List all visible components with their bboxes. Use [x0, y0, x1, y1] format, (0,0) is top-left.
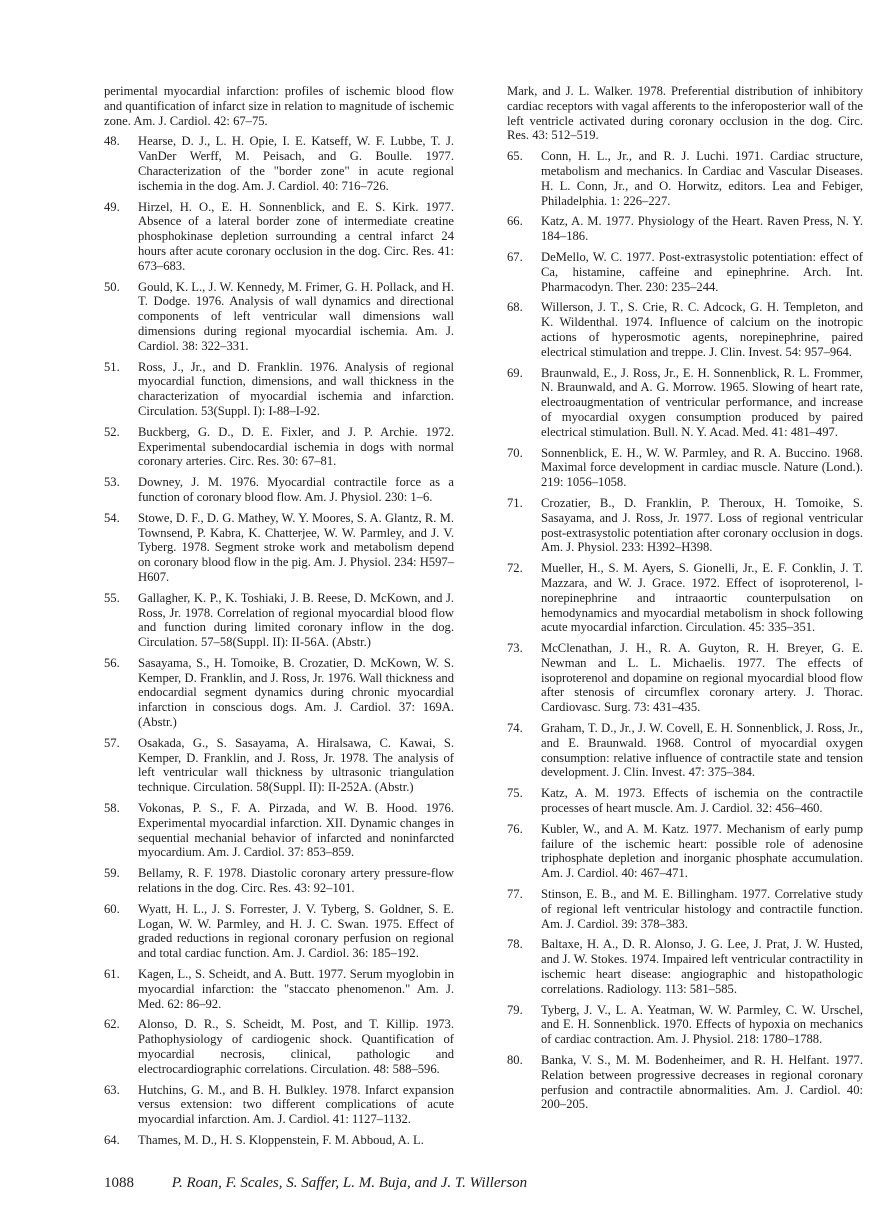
reference-item [104, 656, 454, 730]
reference-text: Buckberg, G. D., D. E. Fixler, and J. P. Archie. 1972. Experimental subendocardial ischemia in dogs with normal coronary arteries. Circ. Res. 30: 67–81. [138, 424, 454, 469]
reference-number: 56. [104, 655, 120, 670]
reference-number: 71. [507, 495, 523, 510]
reference-text: Conn, H. L., Jr., and R. J. Luchi. 1971. Cardiac structure, metabolism and mechanics. In Cardiac and Vascular Diseases. H. L. Conn, Jr., and O. Horwitz, editors. Lea and Febiger, Philadelphia. 1: 226–227. [541, 149, 863, 208]
reference-text: Sasayama, S., H. Tomoike, B. Crozatier, D. McKown, W. S. Kemper, D. Franklin, and J. Ross, Jr. 1976. Wall thickness and endocardial segment dynamics during chronic myocardial infarction in conscious dogs. Am. J. Cardiol. 37: 169A. (Abstr.) [138, 655, 454, 730]
reference-text: perimental myocardial infarction: profiles of ischemic blood flow and quantification of infarct size in relation to magnitude of ischemic zone. Am. J. Cardiol. 42: 67–75. [104, 84, 454, 128]
reference-text: Bellamy, R. F. 1978. Diastolic coronary artery pressure-flow relations in the dog. Circ. Res. 43: 92–101. [138, 866, 454, 896]
reference-number: 80. [507, 1053, 523, 1068]
reference-item [104, 1133, 454, 1148]
reference-number: 74. [507, 721, 523, 736]
reference-number: 63. [104, 1082, 120, 1097]
reference-text: Kagen, L., S. Scheidt, and A. Butt. 1977. Serum myoglobin in myocardial infarction: the "staccato phenomenon." Am. J. Med. 62: 86–92. [138, 967, 454, 1011]
reference-item [507, 366, 863, 440]
reference-item [104, 475, 454, 505]
reference-item [507, 641, 863, 715]
reference-text: Mueller, H., S. M. Ayers, S. Gionelli, Jr., E. F. Conklin, J. T. Mazzara, and W. J. Grace. 1972. Effect of isoproterenol, l-norepinephrine and intraaortic counterpulsation on hemodynamics and myocardial metabolism in shock following acute myocardial infarction. Circulation. 45: 335–351. [541, 561, 863, 635]
reference-text: Hearse, D. J., L. H. Opie, I. E. Katseff, W. F. Lubbe, T. J. VanDer Werff, M. Peisach, and G. Boulle. 1977. Characterization of the "border zone" in acute regional ischemia in the dog. Am. J. Cardiol. 40: 716–726. [138, 134, 454, 193]
reference-text: Osakada, G., S. Sasayama, A. Hiralsawa, C. Kawai, S. Kemper, D. Franklin, and J. Ross, Jr. 1978. The analysis of left ventricular wall thickness by ultrasonic triangulation technique. Circulation. 58(Suppl. II): II-252A. (Abstr.) [138, 735, 454, 795]
reference-item [104, 134, 454, 193]
reference-text: Stowe, D. F., D. G. Mathey, W. Y. Moores, S. A. Glantz, R. M. Townsend, P. Kabra, K. Chatterjee, W. W. Parmley, and J. V. Tyberg. 1978. Segment stroke work and metabolism depend on coronary blood flow in the pig. Am. J. Physiol. 234: H597–H607. [138, 510, 454, 584]
reference-item [507, 937, 863, 996]
reference-text: Stinson, E. B., and M. E. Billingham. 1977. Correlative study of regional left ventricular histology and contractile function. Am. J. Cardiol. 39: 378–383. [541, 887, 863, 931]
reference-text: Sonnenblick, E. H., W. W. Parmley, and R. A. Buccino. 1968. Maximal force development in cardiac muscle. Nature (Lond.). 219: 1056–1058. [541, 445, 863, 490]
reference-text: DeMello, W. C. 1977. Post-extrasystolic potentiation: effect of Ca, histamine, caffeine and epinephrine. Arch. Int. Pharmacodyn. Ther. 230: 235–244. [541, 249, 863, 294]
reference-item [104, 280, 454, 354]
reference-item [507, 496, 863, 555]
reference-number: 52. [104, 424, 120, 439]
reference-number: 70. [507, 445, 523, 460]
reference-number: 57. [104, 735, 120, 750]
reference-number: 72. [507, 561, 523, 576]
reference-text: Gould, K. L., J. W. Kennedy, M. Frimer, G. H. Pollack, and H. T. Dodge. 1976. Analysis of wall dynamics and directional components of left ventricular wall dimensions wall dimensions during regional myocardial ischemia. Am. J. Cardiol. 38: 322–331. [138, 279, 454, 353]
reference-item [104, 801, 454, 860]
reference-item [104, 1017, 454, 1076]
reference-text: Braunwald, E., J. Ross, Jr., E. H. Sonnenblick, R. L. Frommer, N. Braunwald, and A. G. Morrow. 1965. Slowing of heart rate, electroaugmentation of ventricular performance, and increase of myocardial oxygen consumption produced by paired electrical stimulation. Bull. N. Y. Acad. Med. 41: 481–497. [541, 365, 863, 439]
reference-item [507, 149, 863, 208]
page-number: 1088 [104, 1175, 134, 1191]
reference-number: 67. [507, 249, 523, 264]
reference-item [104, 360, 454, 419]
reference-number: 58. [104, 801, 120, 816]
reference-text: Downey, J. M. 1976. Myocardial contractile force as a function of coronary blood flow. Am. J. Physiol. 230: 1–6. [138, 475, 454, 504]
reference-text: Hirzel, H. O., E. H. Sonnenblick, and E. S. Kirk. 1977. Absence of a lateral border zone of intermediate creatine phosphokinase depletion surrounding a central infarct 24 hours after acute coronary occlusion in the dog. Circ. Res. 41: 673–683. [138, 199, 454, 273]
reference-column-right [507, 84, 863, 1118]
reference-item [104, 967, 454, 1011]
reference-item [507, 214, 863, 244]
reference-text: Tyberg, J. V., L. A. Yeatman, W. W. Parmley, C. W. Urschel, and E. H. Sonnenblick. 1970. Effects of hypoxia on mechanics of cardiac contraction. Am. J. Physiol. 218: 1780–1788. [541, 1002, 863, 1047]
reference-number: 49. [104, 199, 120, 214]
reference-number: 65. [507, 149, 523, 164]
reference-item [104, 425, 454, 469]
reference-text: Kubler, W., and A. M. Katz. 1977. Mechanism of early pump failure of the ischemic heart: possible role of adenosine triphosphate depletion and inorganic phosphate accumulation. Am. J. Cardiol. 40: 467–471. [541, 821, 863, 881]
reference-text: Ross, J., Jr., and D. Franklin. 1976. Analysis of regional myocardial function, dimensions, and wall thickness in the characterization of myocardial ischemia and infarction. Circulation. 53(Suppl. I): I-88–I-92. [138, 359, 454, 418]
reference-number: 48. [104, 134, 120, 149]
reference-item [507, 300, 863, 359]
reference-number: 73. [507, 641, 523, 656]
reference-item [104, 200, 454, 274]
reference-number: 79. [507, 1002, 523, 1017]
reference-text: Katz, A. M. 1977. Physiology of the Heart. Raven Press, N. Y. 184–186. [541, 214, 863, 244]
reference-number: 50. [104, 279, 120, 294]
reference-number: 54. [104, 510, 120, 525]
reference-item [507, 446, 863, 490]
reference-column-left [104, 84, 454, 1154]
reference-text: Hutchins, G. M., and B. H. Bulkley. 1978. Infarct expansion versus extension: two different complications of acute myocardial infarction. Am. J. Cardiol. 41: 1127–1132. [138, 1082, 454, 1127]
reference-item [507, 250, 863, 294]
reference-text: Crozatier, B., D. Franklin, P. Theroux, H. Tomoike, S. Sasayama, and J. Ross, Jr. 1977. Loss of regional ventricular post-extrasystolic potentiation after coronary occlusion in dogs. Am. J. Physiol. 233: H392–H398. [541, 495, 863, 555]
reference-number: 69. [507, 365, 523, 380]
reference-number: 77. [507, 887, 523, 902]
reference-item [507, 1053, 863, 1112]
reference-item [507, 721, 863, 780]
reference-text: Gallagher, K. P., K. Toshiaki, J. B. Reese, D. McKown, and J. Ross, Jr. 1978. Correlation of regional myocardial blood flow and function during limited coronary inflow in the dog. Circulation. 57–58(Suppl. II): II-56A. (Abstr.) [138, 590, 454, 650]
reference-item [104, 736, 454, 795]
reference-item [507, 561, 863, 635]
reference-item [507, 1003, 863, 1047]
reference-text: Alonso, D. R., S. Scheidt, M. Post, and T. Killip. 1973. Pathophysiology of cardiogenic shock. Quantification of myocardial necrosis, clinical, pathologic and electrocardiographic correlations. Circulation. 48: 588–596. [138, 1017, 454, 1076]
reference-number: 55. [104, 590, 120, 605]
reference-text: Wyatt, H. L., J. S. Forrester, J. V. Tyberg, S. Goldner, S. E. Logan, W. W. Parmley, and H. J. C. Swan. 1975. Effect of graded reductions in regional coronary perfusion on regional and total cardiac function. Am. J. Cardiol. 36: 185–192. [138, 901, 454, 961]
page-footer [104, 1175, 527, 1192]
reference-number: 59. [104, 866, 120, 881]
reference-continuation [507, 84, 863, 143]
reference-text: Baltaxe, H. A., D. R. Alonso, J. G. Lee, J. Prat, J. W. Husted, and J. W. Stokes. 1974. Impaired left ventricular contractility in ischemic heart disease: angiographic and histopathologic correlations. Radiology. 113: 581–585. [541, 937, 863, 996]
reference-text: Thames, M. D., H. S. Kloppenstein, F. M. Abboud, A. L. [138, 1133, 424, 1147]
reference-item [104, 511, 454, 585]
reference-continuation [104, 84, 454, 128]
reference-number: 68. [507, 300, 523, 315]
reference-number: 78. [507, 937, 523, 952]
reference-number: 53. [104, 475, 120, 490]
reference-item [104, 866, 454, 896]
reference-number: 51. [104, 359, 120, 374]
reference-item [104, 591, 454, 650]
reference-number: 61. [104, 967, 120, 982]
reference-item [507, 786, 863, 816]
reference-text: Vokonas, P. S., F. A. Pirzada, and W. B. Hood. 1976. Experimental myocardial infarction. XII. Dynamic changes in sequential mechanial behavior of infarcted and noninfarcted myocardium. Am. J. Cardiol. 37: 853–859. [138, 801, 454, 860]
reference-item [104, 902, 454, 961]
reference-text: Katz, A. M. 1973. Effects of ischemia on the contractile processes of heart muscle. Am. J. Cardiol. 32: 456–460. [541, 786, 863, 816]
reference-text: McClenathan, J. H., R. A. Guyton, R. H. Breyer, G. E. Newman and L. L. Michaelis. 1977. The effects of isoproterenol and dopamine on regional myocardial blood flow after stenosis of circumflex coronary artery. J. Thorac. Cardiovasc. Surg. 73: 431–435. [541, 641, 863, 715]
reference-item [507, 822, 863, 881]
reference-number: 62. [104, 1017, 120, 1032]
reference-text: Willerson, J. T., S. Crie, R. C. Adcock, G. H. Templeton, and K. Wildenthal. 1974. Influence of calcium on the inotropic actions of hyperosmotic agents, norepinephrine, paired electrical stimulation and treppe. J. Clin. Invest. 54: 957–964. [541, 300, 863, 359]
reference-number: 66. [507, 214, 523, 229]
reference-text: Mark, and J. L. Walker. 1978. Preferential distribution of inhibitory cardiac receptors with vagal afferents to the inferoposterior wall of the left ventricle activated during coronary occlusion in the dog. Circ. Res. 43: 512–519. [507, 84, 863, 143]
reference-item [507, 887, 863, 931]
reference-text: Banka, V. S., M. M. Bodenheimer, and R. H. Helfant. 1977. Relation between progressive decreases in regional coronary perfusion and contractile abnormalities. Am. J. Cardiol. 40: 200–205. [541, 1053, 863, 1112]
reference-item [104, 1083, 454, 1127]
reference-number: 64. [104, 1133, 120, 1147]
reference-number: 75. [507, 786, 523, 801]
running-author-line: P. Roan, F. Scales, S. Saffer, L. M. Buja, and J. T. Willerson [171, 1175, 528, 1191]
reference-number: 60. [104, 901, 120, 916]
reference-number: 76. [507, 821, 523, 836]
reference-text: Graham, T. D., Jr., J. W. Covell, E. H. Sonnenblick, J. Ross, Jr., and E. Braunwald. 1968. Control of myocardial oxygen consumption: relative influence of contractile state and tension development. J. Clin. Invest. 47: 375–384. [541, 721, 863, 780]
